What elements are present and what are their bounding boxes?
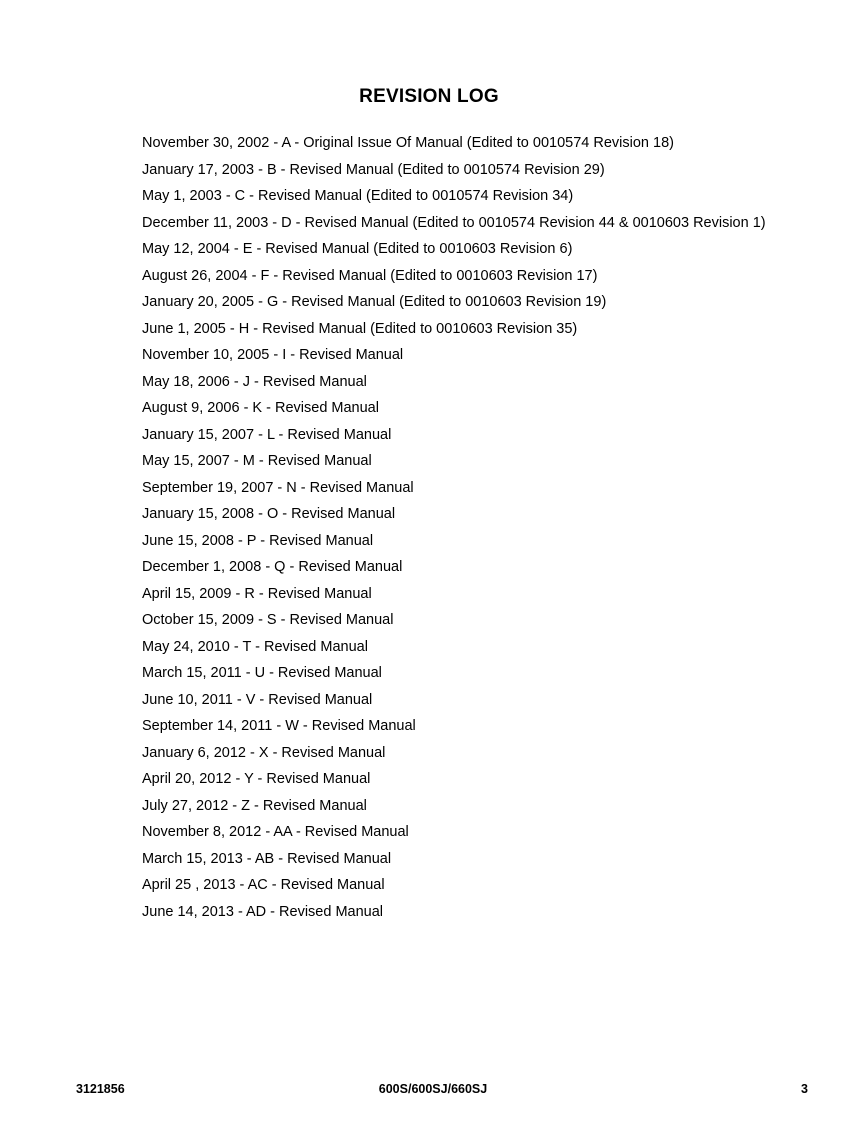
revision-entry: October 15, 2009 - S - Revised Manual	[142, 612, 394, 628]
revision-entry: December 1, 2008 - Q - Revised Manual	[142, 559, 403, 575]
revision-entry: March 15, 2011 - U - Revised Manual	[142, 665, 382, 681]
revision-entry: May 18, 2006 - J - Revised Manual	[142, 373, 367, 390]
revision-entry: May 1, 2003 - C - Revised Manual (Edited to 0010574 Revision 34)	[142, 188, 574, 204]
revision-entry: June 14, 2013 - AD - Revised Manual	[142, 903, 383, 920]
revision-list	[142, 130, 766, 925]
revision-entry: June 15, 2008 - P - Revised Manual	[142, 532, 374, 549]
revision-entry: November 10, 2005 - I - Revised Manual	[142, 347, 404, 363]
revision-entry: September 14, 2011 - W - Revised Manual	[142, 718, 416, 734]
revision-entry: April 20, 2012 - Y - Revised Manual	[142, 771, 371, 787]
revision-entry: September 19, 2007 - N - Revised Manual	[142, 479, 414, 496]
revision-entry: December 11, 2003 - D - Revised Manual (Edited to 0010574 Revision 44 & 0010603 Revision 1)	[142, 214, 766, 231]
revision-entry: August 9, 2006 - K - Revised Manual	[142, 400, 379, 416]
revision-entry: July 27, 2012 - Z - Revised Manual	[142, 797, 367, 814]
revision-entry: May 12, 2004 - E - Revised Manual (Edited to 0010603 Revision 6)	[142, 241, 573, 257]
revision-entry: January 17, 2003 - B - Revised Manual (Edited to 0010574 Revision 29)	[142, 161, 605, 178]
footer-models: 600S/600SJ/660SJ	[378, 1082, 488, 1096]
revision-entry: November 8, 2012 - AA - Revised Manual	[142, 824, 409, 840]
footer-document-number: 3121856	[76, 1082, 125, 1096]
revision-entry: August 26, 2004 - F - Revised Manual (Edited to 0010603 Revision 17)	[142, 267, 598, 284]
revision-entry: April 25 , 2013 - AC - Revised Manual	[142, 877, 385, 893]
revision-entry: November 30, 2002 - A - Original Issue Of Manual (Edited to 0010574 Revision 18)	[142, 135, 674, 151]
page-title: REVISION LOG	[359, 86, 499, 107]
revision-entry: June 10, 2011 - V - Revised Manual	[142, 691, 373, 708]
revision-entry: January 15, 2008 - O - Revised Manual	[142, 506, 396, 522]
revision-entry: May 24, 2010 - T - Revised Manual	[142, 638, 368, 655]
revision-entry: May 15, 2007 - M - Revised Manual	[142, 453, 372, 469]
revision-entry: March 15, 2013 - AB - Revised Manual	[142, 850, 392, 867]
revision-entry: January 6, 2012 - X - Revised Manual	[142, 744, 386, 761]
revision-entry: April 15, 2009 - R - Revised Manual	[142, 585, 372, 602]
revision-entry: January 20, 2005 - G - Revised Manual (Edited to 0010603 Revision 19)	[142, 294, 607, 310]
revision-entry: June 1, 2005 - H - Revised Manual (Edited to 0010603 Revision 35)	[142, 320, 578, 337]
footer-page-number: 3	[801, 1082, 808, 1096]
revision-entry: January 15, 2007 - L - Revised Manual	[142, 426, 392, 443]
